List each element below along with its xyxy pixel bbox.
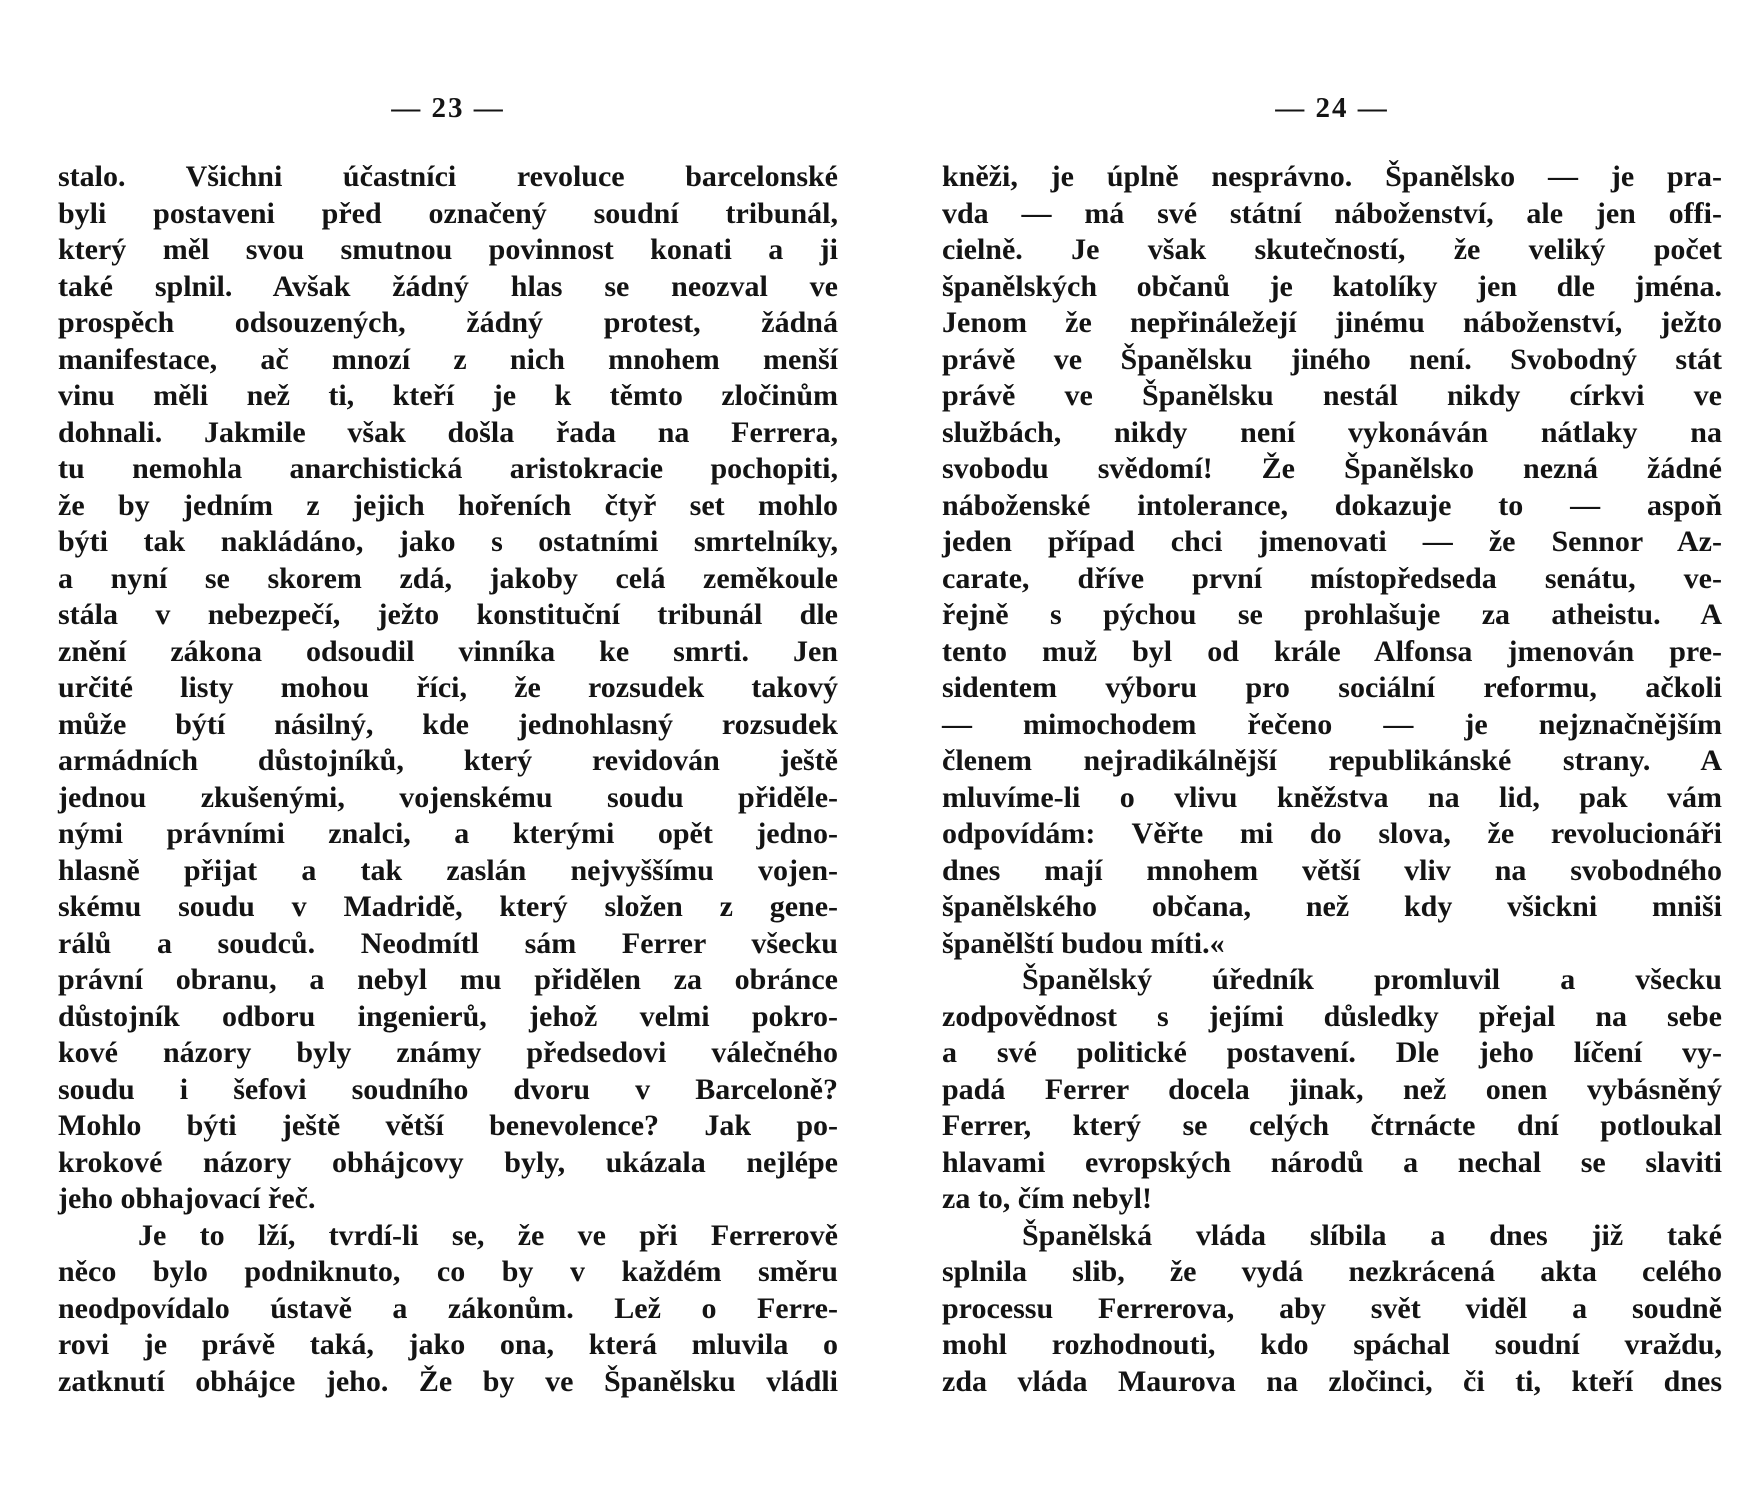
text-line: krokové názory obhájcovy byly, ukázala nejlépe [58, 1145, 838, 1179]
text-line: stalo. Všichni účastníci revoluce barcelonské [58, 160, 838, 193]
text-line: splnila slib, že vydá nezkrácená akta celého [942, 1255, 1722, 1288]
text-line: manifestace, ač mnozí z nich mnohem menší [58, 342, 838, 376]
text-line: členem nejradikálnější republikánské strany. A [942, 744, 1722, 777]
text-line: službách, nikdy není vykonáván nátlaky na [942, 415, 1722, 449]
text-line: španělských občanů je katolíky jen dle jména. [942, 269, 1722, 303]
text-line: skému soudu v Madridě, který složen z gene- [58, 890, 838, 923]
text-line: nými právními znalci, a kterými opět jedno- [58, 817, 838, 850]
text-line: něco bylo podniknuto, co by v každém směru [58, 1255, 838, 1288]
text-line: také splnil. Avšak žádný hlas se neozval ve [58, 269, 838, 303]
text-line: španělští budou míti.« [942, 926, 1225, 960]
text-line: armádních důstojníků, který revidován ještě [58, 744, 838, 777]
text-line: vda — má své státní náboženství, ale jen offi- [942, 196, 1722, 230]
text-line: — mimochodem řečeno — je nejznačnějším [942, 707, 1722, 741]
text-line: jeho obhajovací řeč. [58, 1182, 316, 1215]
text-line: náboženské intolerance, dokazuje to — aspoň [942, 488, 1722, 522]
text-line: Mohlo býti ještě větší benevolence? Jak po- [58, 1109, 838, 1142]
text-line: určité listy mohou říci, že rozsudek takový [58, 671, 838, 704]
text-line: zatknutí obhájce jeho. Že by ve Španělsku vládli [58, 1364, 838, 1398]
text-line: Jenom že nepřináležejí jinému náboženství, ježto [942, 306, 1722, 339]
text-line: sidentem výboru pro sociální reformu, ačkoli [942, 671, 1722, 704]
text-line: důstojník odboru ingenierů, jehož velmi pokro- [58, 999, 838, 1033]
right-page-text [942, 159, 1722, 1400]
text-line: jednou zkušenými, vojenskému soudu přidělе- [58, 780, 838, 814]
text-line: právní obranu, a nebyl mu přidělen za obránce [58, 963, 838, 996]
text-line: a nyní se skorem zdá, jakoby celá zeměkoule [58, 561, 838, 595]
text-line: právě ve Španělsku jiného není. Svobodný stát [942, 342, 1722, 376]
text-line: kové názory byly známy předsedovi válečného [58, 1036, 838, 1069]
left-page-text [58, 159, 838, 1400]
text-line: odpovídám: Věřte mi do slova, že revolucionáři [942, 817, 1722, 850]
text-line: býti tak nakládáno, jako s ostatními smrtelníky, [58, 525, 838, 558]
text-line: právě ve Španělsku nestál nikdy církvi ve [942, 379, 1722, 412]
text-line: dnes mají mnohem větší vliv na svobodného [942, 853, 1722, 887]
text-line: jeden případ chci jmenovati — že Sennor Az- [942, 525, 1722, 558]
text-line: svobodu svědomí! Že Španělsko nezná žádné [942, 452, 1722, 485]
text-line: znění zákona odsoudil vinníka ke smrti. Jen [58, 634, 838, 668]
text-line: carate, dříve první místopředseda senátu, ve- [942, 561, 1722, 595]
text-line: stála v nebezpečí, ježto konstituční tribunál dle [58, 598, 838, 631]
text-line: vinu měli než ti, kteří je k těmto zločinům [58, 379, 838, 412]
text-line: processu Ferrerova, aby svět viděl a soudně [942, 1291, 1722, 1325]
left-page [58, 0, 838, 1500]
text-line: tento muž byl od krále Alfonsa jmenován pre- [942, 634, 1722, 668]
text-line: hlasně přijat a tak zaslán nejvyššímu vojen- [58, 853, 838, 887]
text-line: mluvíme-li o vlivu kněžstva na lid, pak vám [942, 780, 1722, 814]
text-line: neodpovídalo ústavě a zákonům. Lež o Ferre- [58, 1291, 838, 1325]
text-line: rovi je právě taká, jako ona, která mluvila o [58, 1328, 838, 1361]
text-line: zda vláda Maurova na zločinci, či ti, kteří dnes [942, 1364, 1722, 1398]
text-line: dohnali. Jakmile však došla řada na Ferrera, [58, 415, 838, 449]
right-page [942, 0, 1722, 1500]
text-line: Ferrer, který se celých čtrnácte dní potloukal [942, 1109, 1722, 1142]
text-line: prospěch odsouzených, žádný protest, žádná [58, 306, 838, 339]
page-number-right: — 24 — [1275, 92, 1389, 124]
text-line: tu nemohla anarchistická aristokracie pochopiti, [58, 452, 838, 485]
text-line: rálů a soudců. Neodmítl sám Ferrer všecku [58, 926, 838, 960]
text-line: cielně. Je však skutečností, že veliký počet [942, 233, 1722, 266]
text-line: kněži, je úplně nesprávno. Španělsko — je pra- [942, 160, 1722, 193]
text-line: za to, čím nebyl! [942, 1182, 1152, 1215]
text-line: mohl rozhodnouti, kdo spáchal soudní vraždu, [942, 1328, 1722, 1361]
text-line: Je to lží, tvrdí-li se, že ve při Ferrerově [138, 1218, 838, 1252]
text-line: soudu i šefovi soudního dvoru v Barceloně? [58, 1072, 838, 1106]
text-line: Španělský úředník promluvil a všecku [1022, 963, 1722, 996]
text-line: a své politické postavení. Dle jeho líčení vy- [942, 1036, 1722, 1069]
page-number-left: — 23 — [391, 92, 505, 124]
text-line: španělského občana, než kdy všickni mniši [942, 890, 1722, 923]
text-line: Španělská vláda slíbila a dnes již také [1022, 1218, 1722, 1252]
text-line: řejně s pýchou se prohlašuje za atheistu. A [942, 598, 1722, 631]
text-line: může býtí násilný, kde jednohlasný rozsudek [58, 707, 838, 741]
text-line: zodpovědnost s jejími důsledky přejal na sebe [942, 999, 1722, 1033]
text-line: který měl svou smutnou povinnost konati a ji [58, 233, 838, 266]
text-line: byli postaveni před označený soudní tribunál, [58, 196, 838, 230]
text-line: hlavami evropských národů a nechal se slaviti [942, 1145, 1722, 1179]
text-line: že by jedním z jejich hořeních čtyř set mohlo [58, 488, 838, 522]
text-line: padá Ferrer docela jinak, než onen vybásněný [942, 1072, 1722, 1106]
